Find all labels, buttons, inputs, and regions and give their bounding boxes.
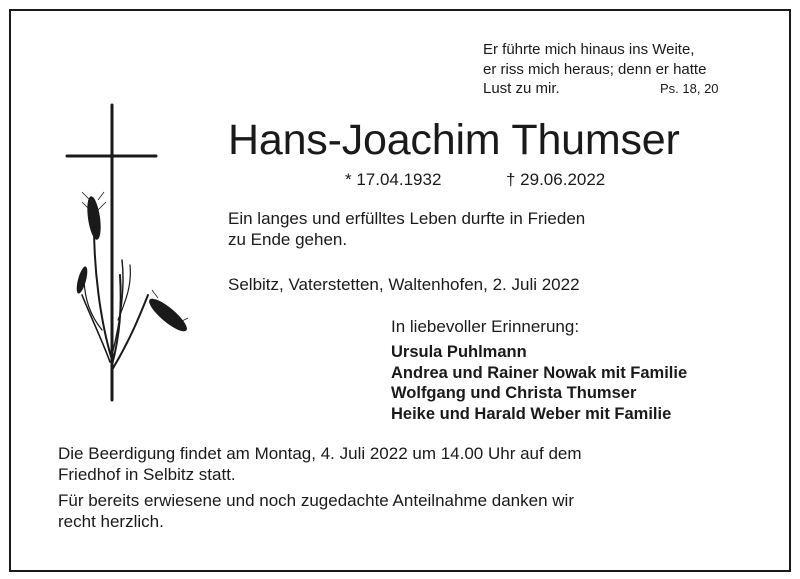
- birth-date: * 17.04.1932: [345, 170, 442, 189]
- mourner-name: Heike und Harald Weber mit Familie: [391, 404, 672, 423]
- mourner-name: Wolfgang und Christa Thumser: [391, 384, 637, 402]
- deceased-name: Hans-Joachim Thumser: [228, 116, 680, 164]
- psalm-line: er riss mich heraus; denn er hatte: [483, 60, 707, 78]
- lead-text: [228, 208, 585, 250]
- psalm-quote: [483, 40, 719, 99]
- mourners-list: [391, 342, 687, 424]
- death-date: † 29.06.2022: [506, 170, 606, 189]
- psalm-line: Er führte mich hinaus ins Weite,: [483, 41, 695, 58]
- psalm-line: Lust zu mir.: [483, 80, 560, 97]
- cross-with-wheat-icon: [60, 100, 190, 410]
- mourners-intro: In liebevoller Erinnerung:: [391, 317, 580, 336]
- lead-text-line: Ein langes und erfülltes Leben durfte in Frieden: [228, 209, 586, 228]
- thanks-notice: [58, 490, 574, 532]
- mourner-name: Ursula Puhlmann: [391, 343, 527, 361]
- funeral-notice-line: Die Beerdigung findet am Montag, 4. Juli 2022 um 14.00 Uhr auf dem: [58, 444, 582, 463]
- lead-text-line: zu Ende gehen.: [228, 230, 348, 249]
- thanks-notice-line: Für bereits erwiesene und noch zugedachte Anteilnahme danken wir: [58, 491, 574, 510]
- psalm-reference: Ps. 18, 20: [660, 81, 719, 96]
- mourner-name: Andrea und Rainer Nowak mit Familie: [391, 363, 688, 382]
- place-date: Selbitz, Vaterstetten, Waltenhofen, 2. Juli 2022: [228, 275, 580, 294]
- funeral-notice: [58, 443, 582, 485]
- funeral-notice-line: Friedhof in Selbitz statt.: [58, 465, 236, 484]
- thanks-notice-line: recht herzlich.: [58, 512, 164, 531]
